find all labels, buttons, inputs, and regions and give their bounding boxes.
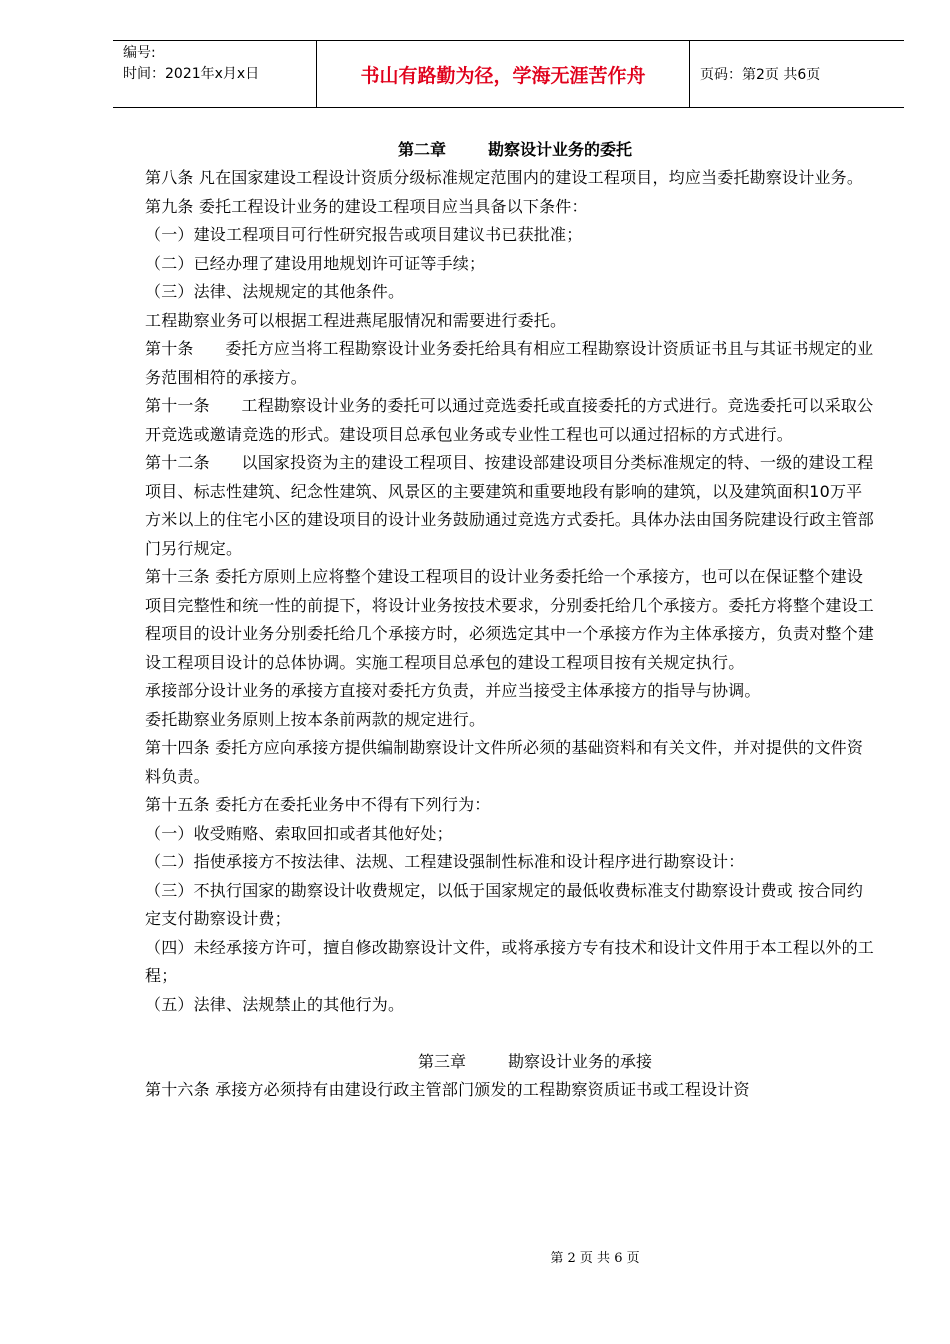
document-header-table — [113, 40, 904, 108]
paragraph: （三）不执行国家的勘察设计收费规定，以低于国家规定的最低收费标准支付勘察设计费或 按合同约定支付勘察设计费； — [145, 880, 864, 928]
paragraph: 第八条 凡在国家建设工程设计资质分级标准规定范围内的建设工程项目，均应当委托勘察设计业务。 — [145, 168, 864, 187]
paragraph: 第十六条 承接方必须持有由建设行政主管部门颁发的工程勘察资质证书或工程设计资 — [145, 1080, 750, 1099]
paragraph: （一）建设工程项目可行性研究报告或项目建议书已获批准； — [145, 225, 583, 244]
header-slogan: 书山有路勤为径，学海无涯苦作舟 — [316, 41, 690, 107]
paragraph: （二）指使承接方不按法律、法规、工程建设强制性标准和设计程序进行勘察设计： — [145, 852, 745, 871]
paragraph: 第十一条 工程勘察设计业务的委托可以通过竞选委托或直接委托的方式进行。竞选委托可以采取公开竞选或邀请竞选的形式。建设项目总承包业务或专业性工程也可以通过招标的方式进行。 — [145, 396, 874, 444]
chapter-prefix: 第二章 — [397, 140, 446, 159]
chapter-heading — [195, 1048, 875, 1076]
paragraph: 第十五条 委托方在委托业务中不得有下列行为： — [145, 795, 491, 814]
number-label: 编号: — [123, 45, 156, 61]
paragraph: 第十四条 委托方应向承接方提供编制勘察设计文件所必须的基础资料和有关文件，并对提供的文件资料负责。 — [145, 738, 864, 786]
paragraph: （二）已经办理了建设用地规划许可证等手续； — [145, 253, 486, 273]
paragraph: （五）法律、法规禁止的其他行为。 — [145, 994, 405, 1014]
paragraph: 委托勘察业务原则上按本条前两款的规定进行。 — [145, 709, 486, 729]
document-body — [145, 136, 875, 1105]
paragraph: 承接部分设计业务的承接方直接对委托方负责，并应当接受主体承接方的指导与协调。 — [145, 681, 761, 700]
paragraph: 第十三条 委托方原则上应将整个建设工程项目的设计业务委托给一个承接方，也可以在保证整个建设项目完整性和统一性的前提下，将设计业务按技术要求，分别委托给几个承接方。委托方将整个建设工程项目的设计业务分别委托给几个承接方时，必须选定其中一个承接方作为主体承接方，负责对整个建设工程项目设计的总体协调。实施工程项目总承包的建设工程项目按有关规定执行。 — [145, 567, 875, 672]
paragraph: 第九条 委托工程设计业务的建设工程项目应当具备以下条件： — [145, 196, 588, 216]
header-meta-cell — [113, 41, 316, 107]
header-page-info: 页码：第2页 共6页 — [700, 67, 821, 83]
chapter-prefix: 第三章 — [417, 1052, 466, 1071]
paragraph: 第十条 委托方应当将工程勘察设计业务委托给具有相应工程勘察设计资质证书且与其证书规定的业务范围相符的承接方。 — [145, 339, 874, 387]
footer-page-number: 第 2 页 共 6 页 — [550, 1251, 640, 1266]
paragraph: 第十二条 以国家投资为主的建设工程项目、按建设部建设项目分类标准规定的特、一级的建设工程项目、标志性建筑、纪念性建筑、风景区的主要建筑和重要地段有影响的建筑，以及建筑面积10万平方米以上的住宅小区的建设项目的设计业务鼓励通过竞选方式委托。具体办法由国务院建设行政主管部门另行规定。 — [145, 453, 875, 558]
paragraph: （四）未经承接方许可，擅自修改勘察设计文件，或将承接方专有技术和设计文件用于本工程以外的工程； — [145, 937, 875, 985]
page-footer — [0, 1247, 950, 1266]
paragraph: （一）收受贿赂、索取回扣或者其他好处； — [145, 823, 453, 843]
paragraph: 工程勘察业务可以根据工程进燕尾服情况和需要进行委托。 — [145, 310, 567, 330]
chapter-title: 勘察设计业务的委托 — [488, 140, 633, 159]
chapter-title: 勘察设计业务的承接 — [508, 1052, 653, 1071]
chapter-heading — [155, 136, 875, 164]
paragraph: （三）法律、法规规定的其他条件。 — [145, 282, 405, 301]
time-label: 时间：2021年x月x日 — [123, 66, 260, 82]
